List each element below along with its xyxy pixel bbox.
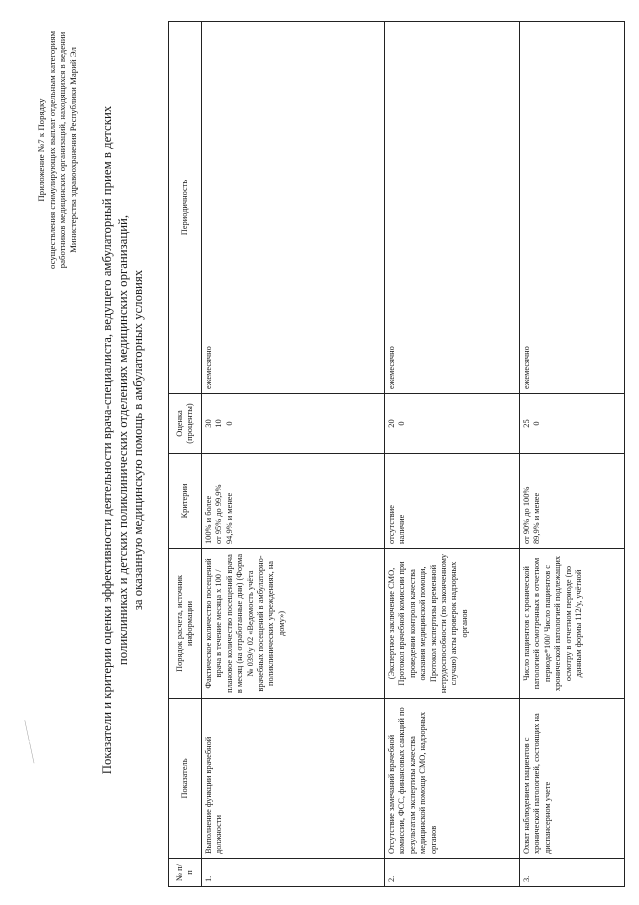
score-item: 0 [532, 421, 542, 426]
row-method: Число пациентов с хронической патологией осмотренных в отчетном периоде*100/ Число пациентов с хронической патологией подлежащих осмотру в отчетном периоде (по данным формы 112/у, учётной [520, 549, 625, 699]
row-criteria [385, 454, 520, 549]
header-period: Периодичность [169, 22, 202, 394]
row-indicator: Отсутствие замечаний врачебной комиссии, ФСС, финансовых санкций по результатам экспертизы качества медицинской помощи СМО, надзорных органов [385, 699, 520, 859]
score-item: 25 [522, 419, 531, 428]
row-num: 2. [385, 859, 520, 887]
appendix-line-2: осуществления стимулирующих выплат отдельным категориям [46, 30, 57, 270]
score-item: 10 [214, 419, 224, 428]
table-header-row [169, 22, 202, 887]
row-indicator: Охват наблюдением пациентов с хронической патологией, состоящих на диспансерном учете [520, 699, 625, 859]
score-item: 0 [397, 421, 407, 426]
score-item: 30 [204, 419, 213, 428]
appendix-line-4: Министерства здравоохранения Республики Марий Эл [67, 47, 78, 253]
title-line-3: за оказанную медицинскую помощь в амбулаторных условиях [131, 269, 145, 611]
row-criteria [202, 454, 385, 549]
document-title [100, 15, 147, 865]
header-method: Порядок расчета, источник информации [169, 549, 202, 699]
criteria-item: от 90% до 100% [522, 486, 531, 544]
table-row [202, 22, 385, 887]
row-period: ежемесячно [202, 22, 385, 394]
row-period: ежемесячно [385, 22, 520, 394]
row-score [202, 394, 385, 454]
row-num: 1. [202, 859, 385, 887]
header-indicator: Показатель [169, 699, 202, 859]
row-period: ежемесячно [520, 22, 625, 394]
row-method: (Экспертное заключение СМО, Протокол врачебной комиссии при проведении контроля качества оказания медицинской помощи, Протокол экспертизы временной нетрудоспособности (по законченному случаю) акты проверок надзорных органов [385, 549, 520, 699]
appendix-line-1: Приложение №7 к Порядку [36, 98, 46, 202]
table-row [385, 22, 520, 887]
header-score: Оценка (проценты) [169, 394, 202, 454]
score-item: 0 [224, 421, 234, 426]
title-line-2: поликлиниках и детских поликлинических отделениях медицинских организаций, [115, 214, 130, 666]
row-criteria [520, 454, 625, 549]
appendix-line-3: работников медицинских организаций, находящихся в ведении [57, 31, 67, 269]
criteria-table [168, 21, 625, 887]
header-criteria: Критерии [169, 454, 202, 549]
criteria-item: 100% и более [204, 495, 213, 544]
criteria-item: отсутствие [387, 505, 396, 544]
appendix-header [36, 15, 78, 285]
row-score [520, 394, 625, 454]
row-method: Фактическое количество посещений врача в течение месяца x 100 / плановое количество посещений врача в месяц (на отработанные дни) (Форма № 039/у 02 «Ведомость учёта врачебных посещений в амбулаторно-поликлинических учреждениях, на дому») [202, 549, 385, 699]
handwritten-signature: ⸻⸻ [19, 719, 39, 766]
header-num: № п/п [169, 859, 202, 887]
criteria-item: от 95% до 99,9% [214, 484, 224, 544]
criteria-item: 94,9% и менее [224, 492, 234, 544]
row-score [385, 394, 520, 454]
table-row [520, 22, 625, 887]
score-item: 20 [387, 419, 396, 428]
row-indicator: Выполнение функции врачебной должности [202, 699, 385, 859]
criteria-item: наличие [397, 514, 407, 544]
criteria-item: 89,9% и менее [532, 492, 542, 544]
title-line-1: Показатели и критерии оценки эффективности деятельности врача-специалиста, ведущего амбулаторный прием в детских [100, 105, 114, 775]
row-num: 3. [520, 859, 625, 887]
